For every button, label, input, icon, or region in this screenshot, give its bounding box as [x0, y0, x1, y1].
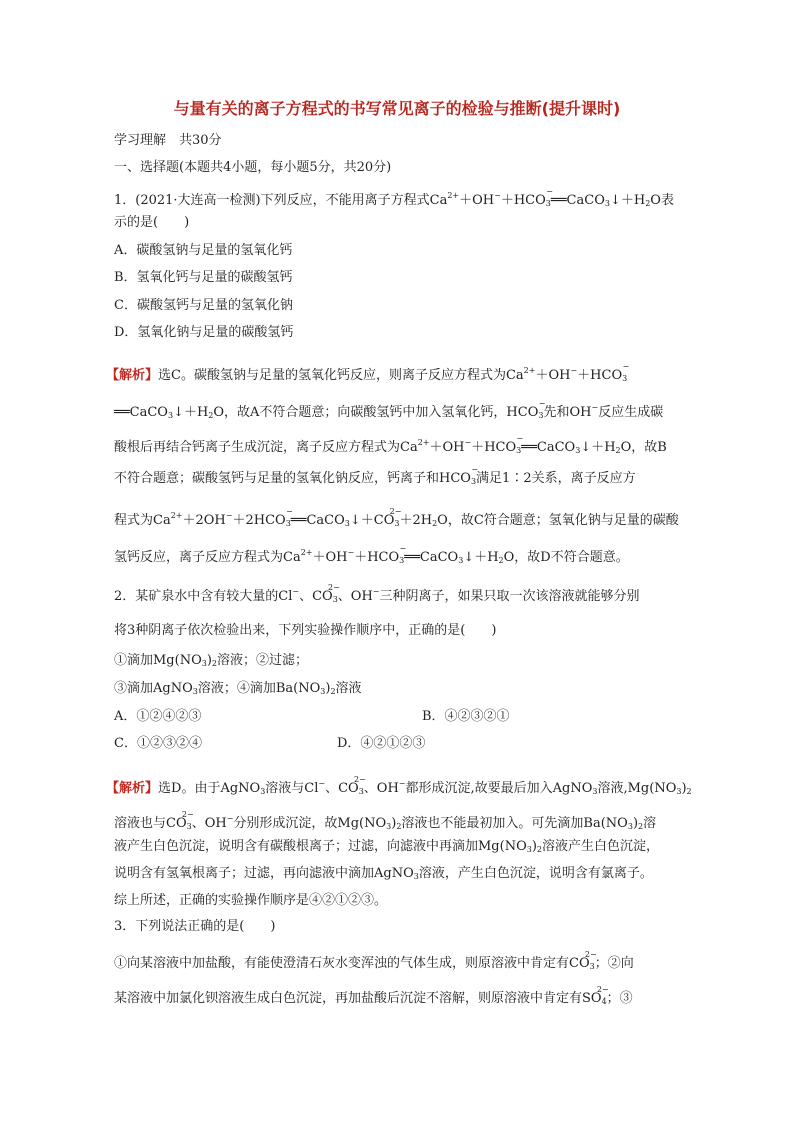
q2-option-c: C．①②③②④: [114, 736, 202, 751]
q2-option-b: B．④②③②①: [422, 709, 510, 724]
q2-analysis-line3: 液产生白色沉淀，说明含有碳酸根离子；过滤，向滤液中再滴加$Mg(NO_3)_2$溶液产生白色沉淀，: [114, 839, 660, 854]
q2-step-3-4: ③滴加AgNO$_3$溶液；④滴加$Ba(NO_3)_2$溶液: [114, 681, 362, 696]
q2-options-cd: [114, 735, 426, 753]
q2-option-d: D．④②①②③: [337, 736, 426, 751]
q2-option-a: A．①②④②③: [114, 709, 202, 724]
q1-option-c: C．碳酸氢钙与足量的氢氧化钠: [114, 298, 293, 313]
q1-option-a: A．碳酸氢钠与足量的氢氧化钙: [114, 243, 293, 258]
q2-options-ab: [114, 708, 510, 726]
q1-analysis-line1: 【解析】选C。碳酸氢钠与足量的氢氧化钙反应，则离子反应方程式为$Ca^{2+}+OH^-+HCO_3$ −: [106, 362, 630, 383]
section-header: 学习理解 共30分: [114, 133, 222, 148]
q3-line2: ①向某溶液中加盐酸，有能使澄清石灰水变浑浊的气体生成，则原溶液中肯定有$CO_3$ 2− ；②向: [114, 950, 634, 971]
q1-analysis-line2: $══CaCO_3↓+H_2O$，故A不符合题意；向碳酸氢钙中加入氢氧化钙，$HCO_3$ − 先和OH−反应生成碳: [114, 399, 664, 420]
analysis-tag: 【解析】: [106, 368, 159, 383]
part-header: 一、选择题(本题共4小题，每小题5分，共20分): [114, 160, 392, 175]
q2-stem: 2．某矿泉水中含有较大量的Cl−、$CO_3$ 2− 、OH−三种阴离子，如果只取一次该溶液就能够分别: [114, 583, 640, 604]
q2-analysis-line5: 综上所述，正确的实验操作顺序是④②①②③。: [114, 893, 388, 908]
q2-step-1-2: ①滴加$Mg(NO_3)_2$溶液；②过滤；: [114, 653, 309, 668]
page-title: 与量有关的离子方程式的书写常见离子的检验与推断(提升课时): [173, 99, 621, 118]
q1-option-b: B．氢氧化钙与足量的碳酸氢钙: [114, 270, 293, 285]
q3-line3: 某溶液中加氯化钡溶液生成白色沉淀，再加盐酸后沉淀不溶解，则原溶液中肯定有$SO_4$ 2− ；③: [114, 985, 633, 1006]
q1-analysis-line4: 不符合题意；碳酸氢钙与足量的氢氧化钠反应，钙离子和$HCO_3$ − 满足1∶2关系，离子反应方: [114, 465, 636, 486]
q1-analysis-line6: 氢钙反应，离子反应方程式为$Ca^{2+}+OH^-+HCO_3$ − $══CaCO_3↓+H_2O$，故D不符合题意。: [114, 544, 629, 565]
q1-stem: 1．(2021·大连高一检测)下列反应，不能用离子方程式$Ca^{2+}+OH^-+HCO_3$ − $══CaCO_3↓+H_2O$表: [114, 187, 674, 208]
q1-stem-line2: 示的是( ): [114, 215, 190, 230]
q1-option-d: D．氢氧化钠与足量的碳酸氢钙: [114, 325, 294, 340]
q2-analysis-line4: 说明含有氢氧根离子；过滤，再向滤液中滴加AgNO$_3$溶液，产生白色沉淀，说明含有氯离子。: [114, 866, 653, 881]
q1-analysis-line5: 程式为$Ca^{2+}+2OH^-+2HCO_3$ − $══CaCO_3↓+CO_3$ 2− $+2H_2O$，故C符合题意；氢氧化钠与足量的碳酸: [114, 507, 679, 528]
q3-stem: 3．下列说法正确的是( ): [114, 919, 276, 934]
analysis-tag: 【解析】: [106, 781, 159, 796]
q2-stem-line2: 将3种阴离子依次检验出来，下列实验操作顺序中，正确的是( ): [114, 623, 497, 638]
q2-analysis-line2: 溶液也与$CO_3$ 2− 、OH−分别形成沉淀，故$Mg(NO_3)_2$溶液也不能最初加入。可先滴加$Ba(NO_3)_2$溶: [114, 810, 657, 831]
q1-analysis-line3: 酸根后再结合钙离子生成沉淀，离子反应方程式为$Ca^{2+}+OH^-+HCO_3$ − $══CaCO_3↓+H_2O$，故B: [114, 434, 667, 455]
q2-analysis-line1: 【解析】选D。由于AgNO$_3$溶液与Cl−、$CO_3$ 2− 、OH−都形成沉淀,故要最后加入AgNO$_3$溶液$,Mg(NO_3)_2$: [106, 775, 692, 796]
